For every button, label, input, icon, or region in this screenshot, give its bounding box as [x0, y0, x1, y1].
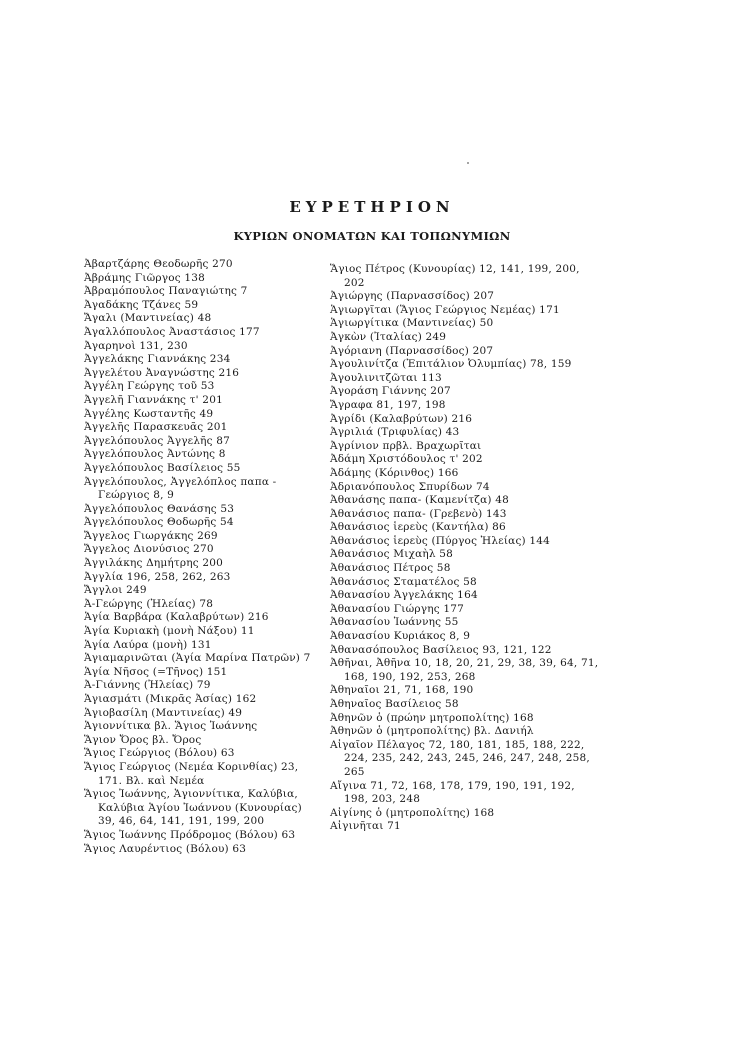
index-entry: Ἁγιοννίτικα βλ. Ἅγιος Ἰωάννης: [84, 720, 258, 733]
index-entry: Ἀγριλιά (Τριφυλίας) 43: [330, 426, 460, 439]
index-entry: Ἁγιωργῖται (Ἅγιος Γεώργιος Νεμέας) 171: [330, 303, 560, 316]
index-entry: Ἀβραμόπουλος Παναγιώτης 7: [84, 285, 248, 298]
index-entry: Ἀγγέλης Κωσταντῆς 49: [84, 407, 214, 420]
page-subtitle: ΚΥΡΙΩΝ ΟΝΟΜΑΤΩΝ ΚΑΙ ΤΟΠΩΝΥΜΙΩΝ: [233, 229, 511, 243]
index-entry: Ἀθανάσιος Πέτρος 58: [330, 562, 451, 575]
index-entry: Ἀ-Γιάννης (Ἠλείας) 79: [84, 679, 211, 692]
index-entry: Ἅγιος Ἰωάννης Πρόδρομος (Βόλου) 63: [84, 828, 296, 841]
index-entry: Ἀγγελέτου Ἀναγνώστης 216: [84, 366, 240, 379]
index-entry: Ἀγγελῆς Παρασκευᾶς 201: [84, 421, 228, 434]
index-entry: Ἀθανασίου Κυριάκος 8, 9: [330, 630, 471, 643]
index-entry: Ἁγία Νῆσος (=Τῆνος) 151: [84, 665, 228, 678]
index-entry: Ἄγγελος Γιωργάκης 269: [84, 529, 218, 542]
index-entry: Ἀγγελόπουλος, Ἀγγελόπλος παπα - Γεώργιος 8, 9: [84, 475, 277, 502]
index-entry: Ἀδριανόπουλος Σπυρίδων 74: [330, 480, 490, 493]
index-entry: Ἀδάμη Χριστόδουλος τ' 202: [330, 453, 483, 466]
index-entry: Ἀγόριανη (Παρνασσίδος) 207: [330, 344, 494, 357]
index-entry: Ἀθανάσιος ἱερεὺς (Καντήλα) 86: [330, 521, 506, 534]
index-entry: Ἀγγελόπουλος Θοδωρῆς 54: [84, 516, 234, 529]
index-entry: Ἁγία Βαρβάρα (Καλαβρύτων) 216: [84, 611, 269, 624]
index-entry: Ἀγγελῆ Γιαννάκης τ' 201: [84, 393, 223, 406]
index-entry: Αἰγαῖον Πέλαγος 72, 180, 181, 185, 188, 222, 224, 235, 242, 243, 245, 246, 247, 248, 258, 265: [330, 738, 590, 778]
index-column-left: [84, 258, 322, 856]
index-entry: Ἀγγλία 196, 258, 262, 263: [84, 570, 231, 583]
index-entry: Ἅγιος Γεώργιος (Βόλου) 63: [84, 747, 235, 760]
index-entry: Ἀθανάσιος Σταματέλος 58: [330, 575, 477, 588]
index-entry: Αἰγινῆται 71: [330, 820, 401, 833]
index-entry: Ἀθανάσιος ἱερεὺς (Πύργος Ἠλείας) 144: [330, 534, 551, 547]
index-entry: Ἀγρίνιον πρβλ. Βραχωρῖται: [330, 439, 482, 452]
index-entry: Ἀγγελόπουλος Θανάσης 53: [84, 502, 235, 515]
index-entry: Ἀβράμης Γιῶργος 138: [84, 271, 206, 284]
index-entry: Ἁγία Κυριακὴ (μονὴ Νάξου) 11: [84, 625, 255, 638]
index-entry: Ἄγγλοι 249: [84, 584, 147, 597]
index-entry: Ἀγοράση Γιάννης 207: [330, 385, 451, 398]
index-entry: Ἅγιος Ἰωάννης, Ἁγιοννίτικα, Καλύβια, Καλύβια Ἁγίου Ἰωάννου (Κυνουρίας) 39, 46, 64, 141, 191, 199, 200: [84, 788, 302, 828]
index-entry: Ἀθανασίου Ἀγγελάκης 164: [330, 589, 478, 602]
index-entry: Ἀγαλλόπουλος Ἀναστάσιος 177: [84, 325, 260, 338]
page-title: ΕΥΡΕΤΗΡΙΟΝ: [289, 198, 455, 216]
index-column-right: [330, 263, 600, 834]
index-entry: Ἀγουλινιτζῶται 113: [330, 371, 442, 384]
index-entry: Ἀθηνῶν ὁ (πρώην μητροπολίτης) 168: [330, 711, 534, 724]
index-entry: Ἀγγελόπουλος Ἀντώνης 8: [84, 448, 226, 461]
index-entry: Ἄγγελος Διονύσιος 270: [84, 543, 214, 556]
index-entry: Ἀγουλινίτζα (Ἐπιτάλιον Ὀλυμπίας) 78, 159: [330, 358, 572, 371]
index-entry: Ἀγαδάκης Τζάνες 59: [84, 298, 199, 311]
index-entry: Ἀθηνῶν ὁ (μητροπολίτης) βλ. Δανιήλ: [330, 725, 534, 738]
index-entry: Ἁγιαμαρινῶται (Ἁγία Μαρίνα Πατρῶν) 7: [84, 652, 311, 665]
index-entry: Ἀθανάσιος Μιχαὴλ 58: [330, 548, 454, 561]
index-entry: Ἀθηναῖος Βασίλειος 58: [330, 698, 459, 710]
index-entry: Ἀθῆναι, Ἀθῆνα 10, 18, 20, 21, 29, 38, 39, 64, 71, 168, 190, 192, 253, 268: [330, 657, 599, 683]
index-entry: Ἅγιον Ὄρος βλ. Ὄρος: [84, 733, 202, 746]
index-entry: Ἁγιωργίτικα (Μαντινείας) 50: [330, 317, 494, 330]
index-entry: Ἀθανασόπουλος Βασίλειος 93, 121, 122: [330, 643, 552, 656]
index-entry: Ἀγαρηνοὶ 131, 230: [84, 339, 188, 352]
index-entry: Ἁγιασμάτι (Μικρᾶς Ἀσίας) 162: [84, 693, 257, 705]
index-entry: Ἁγία Λαύρα (μονὴ) 131: [84, 638, 212, 651]
index-entry: Ἀθηναῖοι 21, 71, 168, 190: [330, 684, 474, 697]
index-entry: Ἄγαλι (Μαντινείας) 48: [84, 312, 212, 325]
index-entry: Ἅγιος Γεώργιος (Νεμέα Κορινθίας) 23, 171. Βλ. καὶ Νεμέα: [84, 760, 299, 787]
index-entry: Ἀγιώργης (Παρνασσίδος) 207: [330, 290, 495, 303]
index-entry: Ἁγιοβασίλη (Μαντινείας) 49: [84, 706, 243, 719]
index-entry: Αἴγινα 71, 72, 168, 178, 179, 190, 191, 192, 198, 203, 248: [330, 779, 575, 806]
index-entry: Ἀ-Γεώργης (Ἠλείας) 78: [84, 597, 214, 610]
index-entry: Ἀθανάσιος παπα- (Γρεβενὸ) 143: [330, 507, 507, 520]
index-entry: Ἅγιος Λαυρέντιος (Βόλου) 63: [84, 842, 247, 855]
index-entry: Ἀγγελάκης Γιαννάκης 234: [84, 353, 231, 366]
index-entry: Ἀγρίδι (Καλαβρύτων) 216: [330, 412, 473, 425]
index-entry: Ἅγιος Πέτρος (Κυνουρίας) 12, 141, 199, 200, 202: [330, 263, 580, 289]
index-entry: Ἀγγελόπουλος Ἀγγελῆς 87: [84, 434, 231, 447]
index-entry: Ἀθανάσης παπα- (Καμενίτζα) 48: [330, 494, 509, 507]
page-speck: [467, 162, 469, 164]
index-entry: Ἀγγέλη Γεώργης τοῦ 53: [84, 380, 215, 393]
index-entry: Ἀδάμης (Κόρινθος) 166: [330, 466, 459, 479]
index-entry: Ἄγραφα 81, 197, 198: [330, 398, 446, 411]
index-entry: Ἀγκὼν (Ἰταλίας) 249: [330, 330, 447, 343]
index-entry: Ἀβαρτζάρης Θεοδωρῆς 270: [84, 258, 233, 270]
index-entry: Ἀθανασίου Γιώργης 177: [330, 602, 464, 615]
index-entry: Αἰγίνης ὁ (μητροπολίτης) 168: [330, 806, 495, 819]
index-entry: Ἀγγελόπουλος Βασίλειος 55: [84, 461, 241, 474]
index-entry: Ἀθανασίου Ἰωάννης 55: [330, 616, 459, 629]
index-entry: Ἀγγιλάκης Δημήτρης 200: [84, 557, 223, 570]
